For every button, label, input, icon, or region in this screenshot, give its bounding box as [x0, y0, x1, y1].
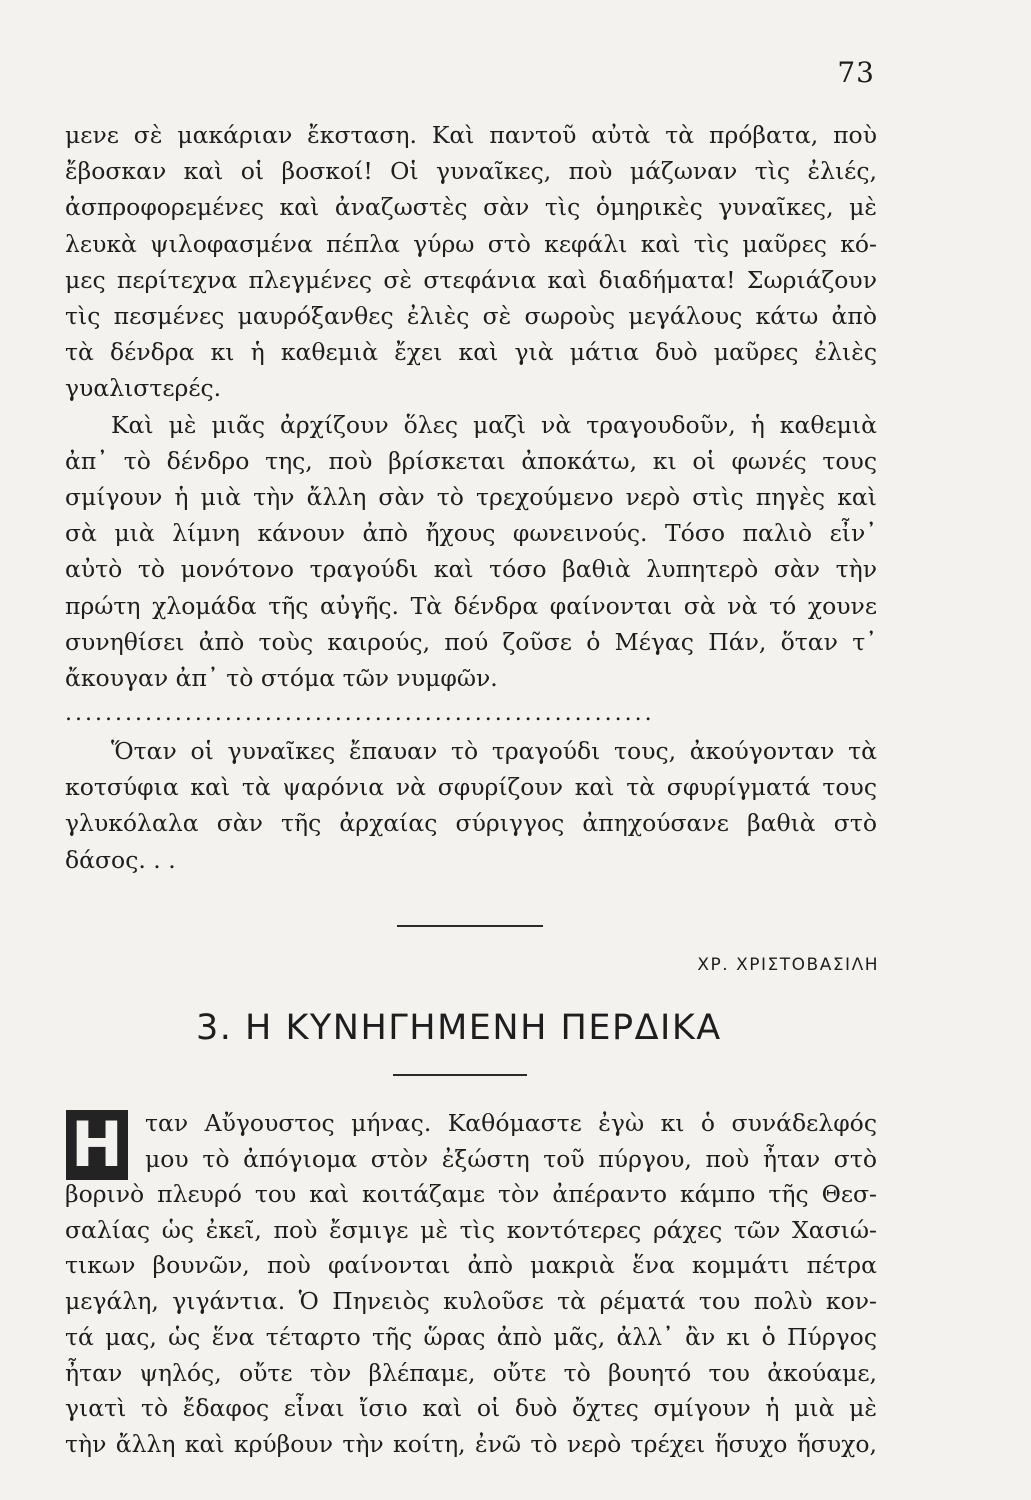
- text-line: τά μας, ὡς ἕνα τέταρτο τῆς ὥρας ἀπὸ μᾶς, ἀλλ᾿ ἂν κι ὁ Πύργος: [65, 1322, 877, 1351]
- text-line: τὴν ἄλλη καὶ κρύβουν τὴν κοίτη, ἐνῶ τὸ νερὸ τρέχει ἥσυχο ἥσυχο,: [65, 1429, 877, 1458]
- section-heading: 3. Η ΚΥΝΗΓΗΜΕΝΗ ΠΕΡΔΙΚΑ: [196, 1008, 722, 1048]
- text-line: τὶς πεσμένες μαυρόξανθες ἐλιὲς σὲ σωροὺς μεγάλους κάτω ἀπὸ: [65, 302, 877, 331]
- text-line: τικων βουνῶν, ποὺ φαίνονται ἀπὸ μακριὰ ἕνα κομμάτι πέτρα: [65, 1251, 877, 1280]
- text-line: ἀσπροφορεμένες καὶ ἀναζωστὲς σὰν τὶς ὁμηρικὲς γυναῖκες, μὲ: [65, 193, 877, 222]
- text-line: λευκὰ ψιλοφασμένα πέπλα γύρω στὸ κεφάλι καὶ τὶς μαῦρες κό-: [65, 229, 877, 258]
- text-line: πρώτη χλομάδα τῆς αὐγῆς. Τὰ δένδρα φαίνονται σὰ νὰ τό χουνε: [65, 591, 877, 620]
- text-line: ταν Αὔγουστος μήνας. Καθόμαστε ἐγὼ κι ὁ συνάδελφός: [145, 1109, 877, 1137]
- story-text-bottom: [65, 1177, 877, 1463]
- text-line: κοτσύφια καὶ τὰ ψαρόνια νὰ σφυρίζουν καὶ τὰ σφυρίγματά τους: [65, 773, 877, 802]
- text-line: ἦταν ψηλός, οὔτε τὸν βλέπαμε, οὔτε τὸ βουητό του ἀκούαμε,: [65, 1358, 877, 1387]
- text-line: σὰ μιὰ λίμνη κάνουν ἀπὸ ἤχους φωνεινούς. Τόσο παλιὸ εἶν᾿: [65, 519, 877, 548]
- author-name: ΧΡ. ΧΡΙΣΤΟΒΑΣΙΛΗ: [697, 955, 879, 975]
- ellipsis-dots-row: ...........................................................: [65, 701, 655, 727]
- text-line: σμίγουν ἡ μιὰ τὴν ἄλλη σὰν τὸ τρεχούμενο νερὸ στὶς πηγὲς καὶ: [65, 483, 877, 512]
- text-line: μου τὸ ἀπόγιομα στὸν ἐξώστη τοῦ πύργου, ποὺ ἦταν στὸ: [145, 1145, 877, 1173]
- text-line: γυαλιστερές.: [65, 374, 222, 403]
- text-line: μενε σὲ μακάριαν ἔκσταση. Καὶ παντοῦ αὐτὰ τὰ πρόβατα, ποὺ: [65, 121, 877, 149]
- text-line: ἄκουγαν ἀπ᾿ τὸ στόμα τῶν νυμφῶν.: [65, 664, 498, 693]
- page-number: 73: [837, 56, 875, 89]
- text-line: αὐτὸ τὸ μονότονο τραγούδι καὶ τόσο βαθιὰ λυπητερὸ σὰν τὴν: [65, 555, 877, 584]
- text-line: ἀπ᾿ τὸ δένδρο της, ποὺ βρίσκεται ἀποκάτω, κι οἱ φωνές τους: [65, 446, 877, 475]
- drop-cap-letter: Η: [66, 1110, 128, 1180]
- text-line: συνηθίσει ἀπὸ τοὺς καιρούς, πού ζοῦσε ὁ Μέγας Πάν, ὅταν τ᾿: [65, 627, 877, 656]
- story-text-after-dots: [65, 733, 877, 878]
- text-line: τὰ δένδρα κι ἡ καθεμιὰ ἔχει καὶ γιὰ μάτια δυὸ μαῦρες ἐλιὲς: [65, 338, 877, 367]
- separator-rule: [397, 925, 543, 927]
- story-text-top: [65, 117, 877, 732]
- text-line: ἔβοσκαν καὶ οἱ βοσκοί! Οἱ γυναῖκες, ποὺ μάζωναν τὶς ἐλιές,: [65, 157, 877, 186]
- text-line: γλυκόλαλα σὰν τῆς ἀρχαίας σύριγγος ἀπηχούσανε βαθιὰ στὸ: [65, 809, 877, 838]
- text-line: βορινὸ πλευρό του καὶ κοιτάζαμε τὸν ἀπέραντο κάμπο τῆς Θεσ-: [65, 1180, 877, 1208]
- heading-underline: [393, 1074, 527, 1076]
- text-line: σαλίας ὡς ἐκεῖ, ποὺ ἔσμιγε μὲ τὶς κοντότερες ράχες τῶν Χασιώ-: [65, 1215, 877, 1244]
- text-line: δάσος. . .: [65, 845, 176, 874]
- text-line: μες περίτεχνα πλεγμένες σὲ στεφάνια καὶ διαδήματα! Σωριάζουν: [65, 265, 877, 294]
- text-line: γιατὶ τὸ ἔδαφος εἶναι ἴσιο καὶ οἱ δυὸ ὄχτες σμίγουν ἡ μιὰ μὲ: [65, 1394, 877, 1423]
- text-line: μεγάλη, γιγάντια. Ὁ Πηνειὸς κυλοῦσε τὰ ρέματά του πολὺ κον-: [65, 1287, 877, 1316]
- text-line: Ὅταν οἱ γυναῖκες ἔπαυαν τὸ τραγούδι τους, ἀκούγονταν τὰ: [111, 737, 877, 765]
- text-line: Καὶ μὲ μιᾶς ἀρχίζουν ὅλες μαζὶ νὰ τραγουδοῦν, ἡ καθεμιὰ: [111, 410, 877, 439]
